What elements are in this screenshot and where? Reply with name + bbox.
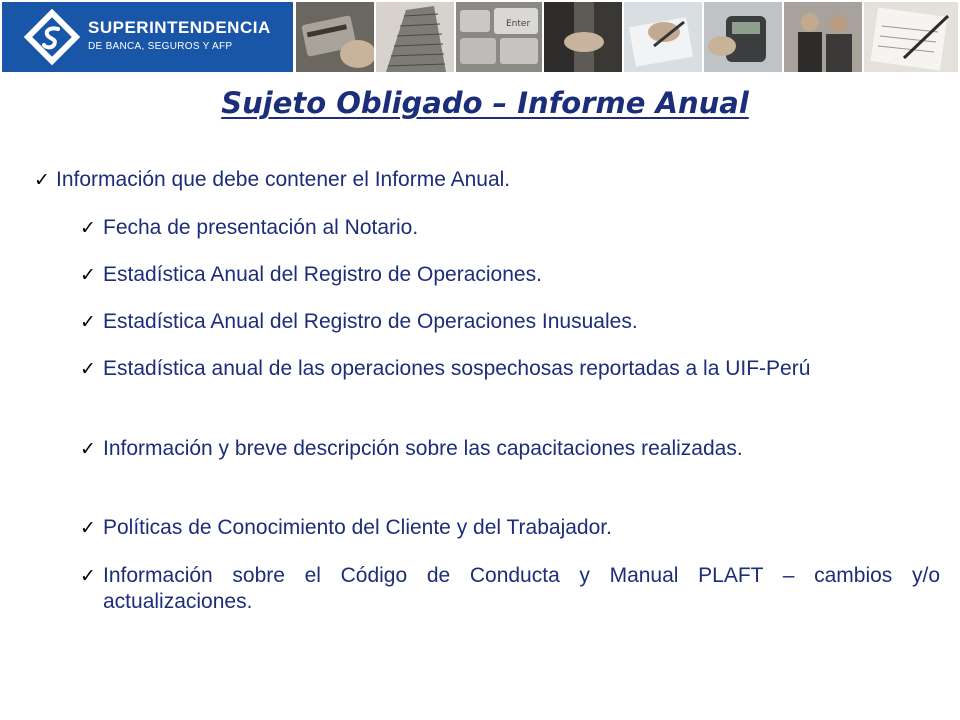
header-banner xyxy=(0,0,960,74)
sub-bullet-1 xyxy=(80,215,940,241)
keyboard-photo xyxy=(456,2,542,72)
logo-subtitle: DE BANCA, SEGUROS Y AFP xyxy=(88,41,233,52)
sub-bullet-text: Información sobre el Código de Conducta y Manual PLAFT – cambios y/o actualizaciones. xyxy=(103,564,940,613)
writing-photo xyxy=(864,2,958,72)
logo-title: SUPERINTENDENCIA xyxy=(88,18,271,37)
sub-bullet-7 xyxy=(80,563,940,615)
checkmark-icon: ✓ xyxy=(80,217,96,239)
slide-title: Sujeto Obligado – Informe Anual xyxy=(221,86,749,120)
main-bullet-text: Información que debe contener el Informe Anual. xyxy=(56,168,511,191)
building-photo xyxy=(376,2,454,72)
sbs-logo-mark-icon xyxy=(24,9,80,65)
logo-text xyxy=(88,18,271,52)
card-photo xyxy=(296,2,374,72)
checkmark-icon: ✓ xyxy=(80,438,96,460)
checkmark-icon: ✓ xyxy=(80,358,96,380)
pos-terminal-photo xyxy=(704,2,782,72)
sub-bullet-6 xyxy=(80,515,940,541)
sub-bullet-2 xyxy=(80,262,940,288)
handshake-photo xyxy=(544,2,622,72)
sub-bullet-text: Información y breve descripción sobre las capacitaciones realizadas. xyxy=(103,437,743,460)
sub-bullet-4 xyxy=(80,356,940,382)
signing-photo xyxy=(624,2,702,72)
checkmark-icon: ✓ xyxy=(80,311,96,333)
sub-bullet-text: Estadística anual de las operaciones sospechosas reportadas a la UIF-Perú xyxy=(103,357,811,380)
sub-bullet-5 xyxy=(80,436,940,462)
svg-text:Enter: Enter xyxy=(506,19,531,29)
business-people-photo xyxy=(784,2,862,72)
sub-bullet-text: Fecha de presentación al Notario. xyxy=(103,216,419,239)
main-bullet xyxy=(34,167,934,193)
sub-bullet-text: Políticas de Conocimiento del Cliente y del Trabajador. xyxy=(103,516,612,539)
sbs-logo xyxy=(2,2,293,72)
checkmark-icon: ✓ xyxy=(80,565,96,587)
sub-bullet-text: Estadística Anual del Registro de Operaciones Inusuales. xyxy=(103,310,638,333)
checkmark-icon: ✓ xyxy=(34,169,50,191)
sub-bullet-3 xyxy=(80,309,940,335)
sub-bullet-text: Estadística Anual del Registro de Operaciones. xyxy=(103,263,542,286)
checkmark-icon: ✓ xyxy=(80,264,96,286)
checkmark-icon: ✓ xyxy=(80,517,96,539)
